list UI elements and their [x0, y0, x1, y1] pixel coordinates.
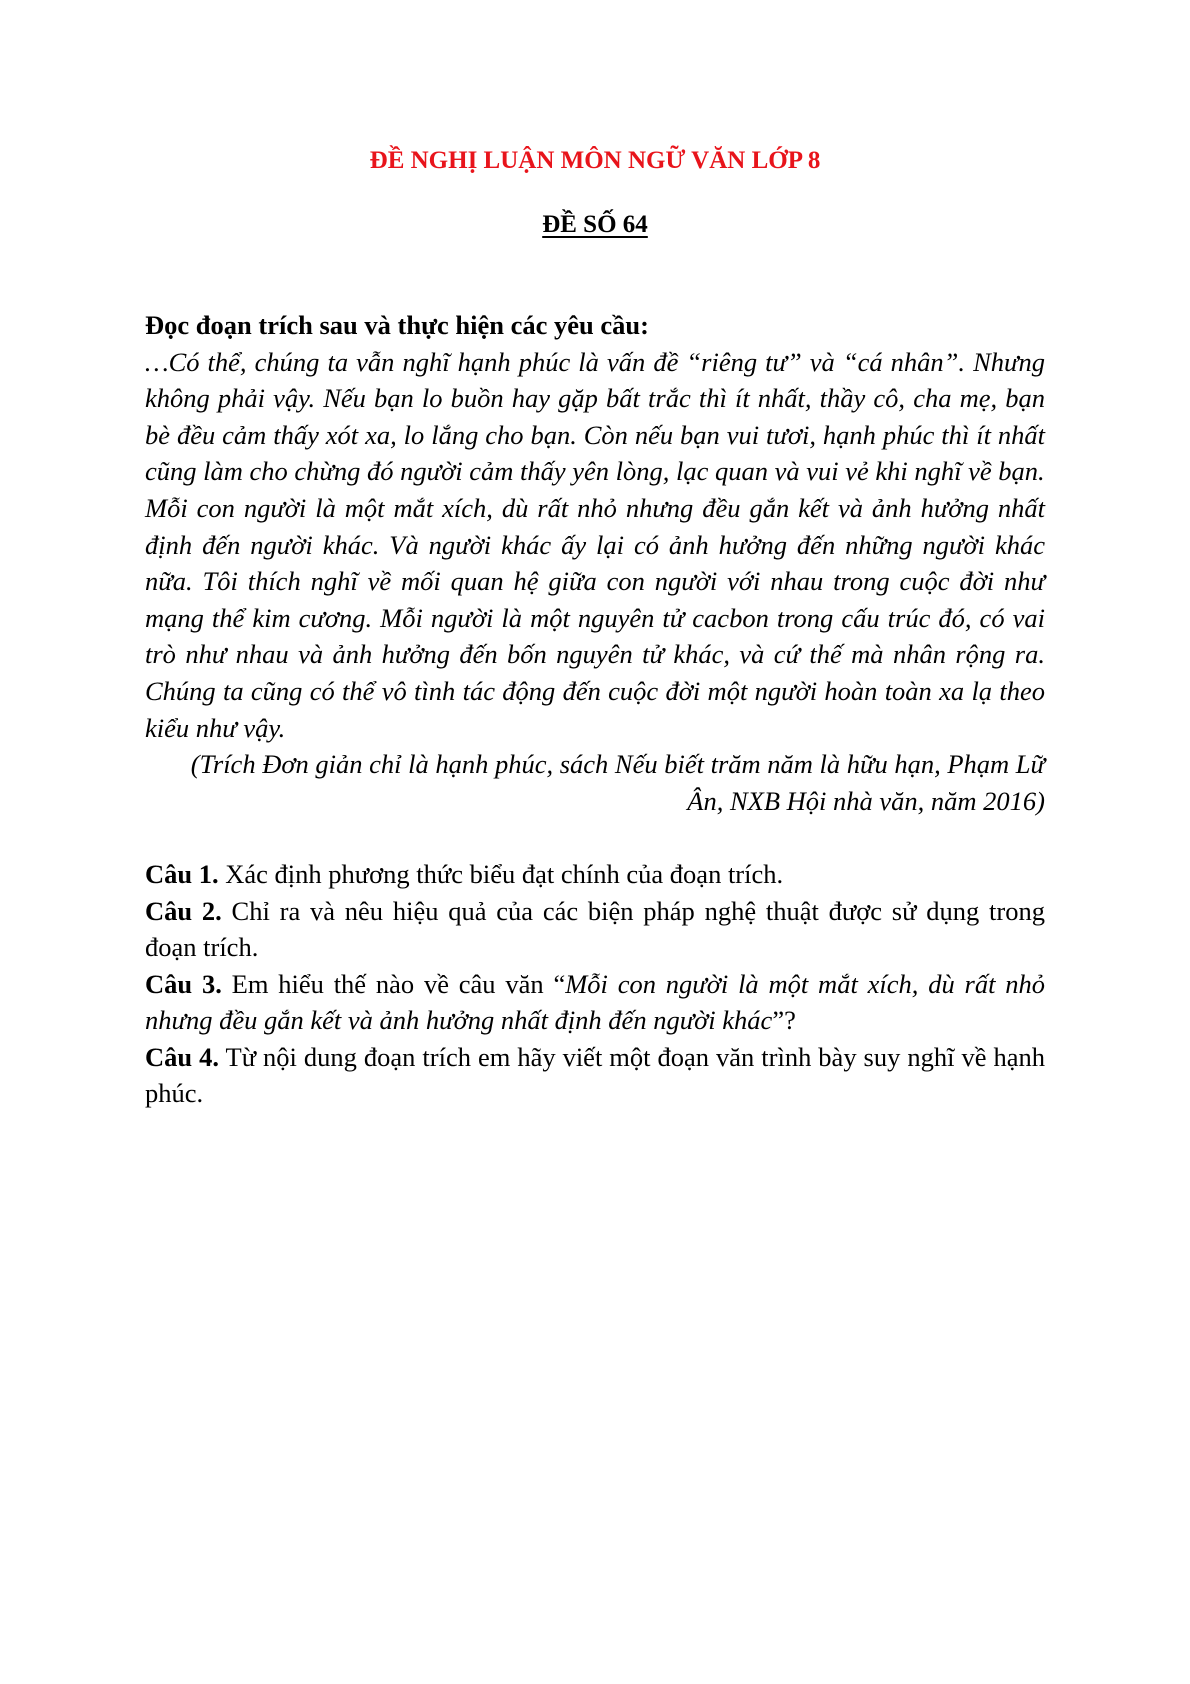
- passage-source: [145, 746, 1045, 819]
- question-2: [145, 893, 1045, 966]
- passage-paragraph-2: Mỗi con người là một mắt xích, dù rất nhỏ nhưng đều gắn kết và ảnh hưởng nhất định đến người khác. Và người khác ấy lại có ảnh hưởng đến những người khác nữa. Tôi thích nghĩ về mối quan hệ giữa con người với nhau trong cuộc đời như mạng thể kim cương. Mỗi người là một nguyên tử cacbon trong cấu trúc đó, có vai trò như nhau và ảnh hưởng đến bốn nguyên tử khác, và cứ thế mà nhân rộng ra. Chúng ta cũng có thể vô tình tác động đến cuộc đời một người hoàn toàn xa lạ theo kiểu như vậy.: [145, 492, 1045, 743]
- question-2-label: Câu 2.: [145, 895, 222, 926]
- question-1-label: Câu 1.: [145, 858, 219, 889]
- document-title: ĐỀ NGHỊ LUẬN MÔN NGỮ VĂN LỚP 8: [369, 147, 821, 174]
- question-3-label: Câu 3.: [145, 968, 222, 999]
- question-3-text-after: ”?: [772, 1005, 796, 1036]
- question-2-text: Chỉ ra và nêu hiệu quả của các biện pháp nghệ thuật được sử dụng trong đoạn trích.: [145, 895, 1045, 963]
- question-4-label: Câu 4.: [145, 1041, 219, 1072]
- question-4: [145, 1039, 1045, 1112]
- question-1: [145, 856, 1045, 893]
- question-1-text: Xác định phương thức biểu đạt chính của đoạn trích.: [218, 858, 784, 889]
- question-3-quote: Mỗi con người là một mắt xích, dù rất nhỏ nhưng đều gắn kết và ảnh hưởng nhất định đến người khác: [145, 968, 1045, 1036]
- question-3: [145, 966, 1045, 1039]
- reading-instruction: Đọc đoạn trích sau và thực hiện các yêu cầu:: [145, 310, 649, 340]
- question-4-text: Từ nội dung đoạn trích em hãy viết một đoạn văn trình bày suy nghĩ về hạnh phúc.: [145, 1041, 1045, 1109]
- question-3-text-before: Em hiểu thế nào về câu văn “: [221, 968, 566, 999]
- exam-number-heading: [145, 210, 1045, 240]
- source-line-2: Ân, NXB Hội nhà văn, năm 2016): [687, 785, 1045, 816]
- passage-paragraph-1: …Có thể, chúng ta vẫn nghĩ hạnh phúc là vấn đề “riêng tư” và “cá nhân”. Nhưng không phải vậy. Nếu bạn lo buồn hay gặp bất trắc thì ít nhất, thầy cô, cha mẹ, bạn bè đều cảm thấy xót xa, lo lắng cho bạn. Còn nếu bạn vui tươi, hạnh phúc thì ít nhất cũng làm cho chừng đó người cảm thấy yên lòng, lạc quan và vui vẻ khi nghĩ về bạn.: [145, 346, 1045, 487]
- source-line-1: (Trích Đơn giản chỉ là hạnh phúc, sách Nếu biết trăm năm là hữu hạn, Phạm Lữ: [190, 749, 1045, 780]
- exam-number-text: ĐỀ SỐ 64: [542, 211, 648, 238]
- section-spacer: [145, 819, 1045, 856]
- document-body: [145, 307, 1045, 1112]
